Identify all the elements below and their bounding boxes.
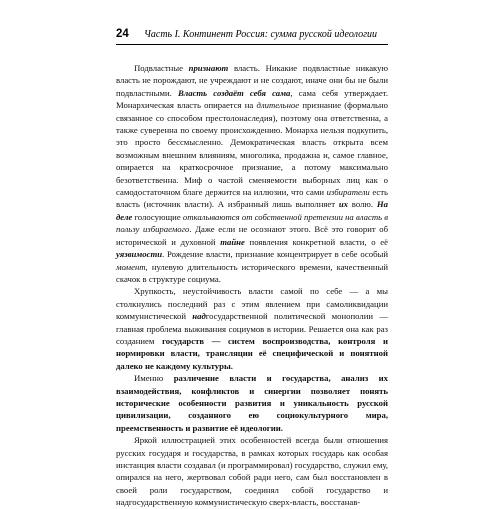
header-rule	[116, 44, 388, 45]
paragraph: Именно различение власти и государства, анализ их взаимодействия, конфликтов и синергии позволяет понять исторические особенности развития и уникальность русской цивилизации, созданного ею социокультурного мира, преемственность и развитие её идеологии.	[116, 373, 388, 433]
paragraph: Хрупкость, неустойчивость власти самой по себе — а мы столкнулись последний раз с этим явлением при самоликвидации коммунистической надгосударственной политической монополии — главная проблема выживания социумов в истории. Решается она как раз созданием государств — систем воспроизводства, контроля и нормировки власти, трансляции её специфической и понятной далеко не каждому культуры.	[116, 286, 389, 371]
running-title: Часть I. Континент Россия: сумма русской идеологии	[144, 29, 377, 40]
paragraph: Подвластные признают власть. Никакие подвластные никакую власть не порождают, не учреждают и не создают, иначе они бы не были подвластными. Власть создаёт себя сама, сама себя утверждает. Монархическая власть опирается на длительное признание (формально связанное со способом престолонаследия), поэтому она ответственна, а также суверенна по своему происхождению. Монарха нельзя подкупить, это просто бессмысленно. Демократическая власть открыта всем возможным внешним влияниям, многолика, продажна и, самое главное, опирается на краткосрочное признание, а потому максимально безответственна. Миф о частой сменяемости выборных лиц как о самодостаточном благе держится на иллюзии, что сами избиратели есть власть (источник власти). А избранный лишь выполняет их волю. На деле голосующие откалываются от собственной претензии на власть в пользу избираемого. Даже если не осознают этого. Всё это говорит об исторической и духовной тайне появления конкретной власти, о её уязвимости. Рождение власти, признание концентрирует в себе особый момент, нулевую длительность исторического времени, качественный скачок в структуре социума.	[116, 63, 389, 284]
page-number: 24	[116, 28, 129, 40]
body-text	[116, 62, 388, 509]
running-header	[116, 27, 388, 49]
paragraph: Яркой иллюстрацией этих особенностей всегда были отношения русских государя и государства, в рамках которых государь как особая инстанция власти создавал (и программировал) государство, служил ему, опирался на него, жертвовал собой ради него, сам был восстановлен в своей роли государством, соединял собой государство и надгосударственную коммунистическую сверх-власть, восстанав-	[116, 435, 388, 508]
